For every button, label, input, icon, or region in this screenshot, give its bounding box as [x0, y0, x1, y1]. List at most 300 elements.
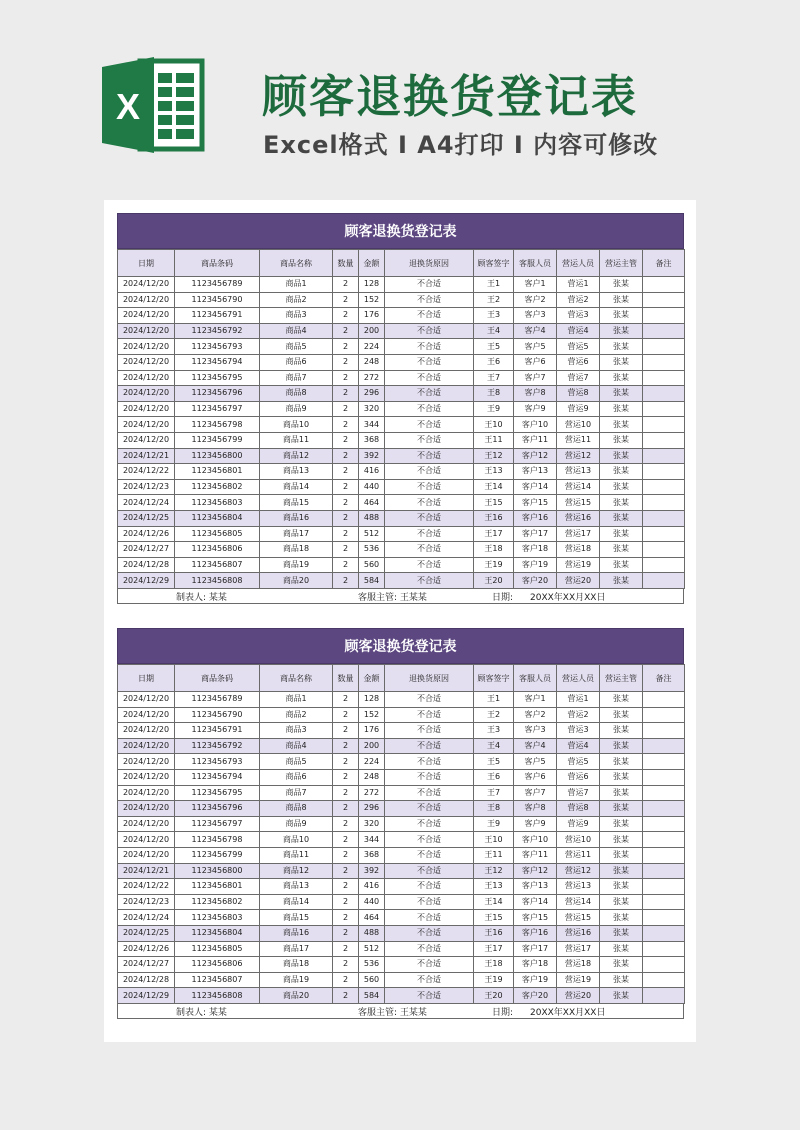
- date-label: 日期:: [492, 1007, 514, 1018]
- table-cell: 2024/12/20: [118, 292, 175, 308]
- supervisor-label: 客服主管: 王某某: [358, 1007, 427, 1018]
- table-cell: 488: [359, 510, 385, 526]
- table-cell: [643, 526, 685, 542]
- table-cell: [643, 925, 685, 941]
- table-cell: [643, 495, 685, 511]
- table-cell: 商品20: [260, 988, 333, 1004]
- table-cell: 2: [333, 847, 359, 863]
- table-cell: 2024/12/20: [118, 354, 175, 370]
- table-cell: 2024/12/20: [118, 401, 175, 417]
- table-cell: 客户9: [514, 401, 557, 417]
- table-cell: 客户8: [514, 386, 557, 402]
- table-row: [118, 988, 685, 1004]
- table-cell: 商品9: [260, 401, 333, 417]
- table-cell: 营运18: [557, 542, 600, 558]
- table-cell: [643, 277, 685, 293]
- table-cell: 176: [359, 723, 385, 739]
- table-cell: 1123456803: [175, 910, 260, 926]
- table-cell: 营运16: [557, 925, 600, 941]
- table-cell: 张某: [600, 925, 643, 941]
- table-cell: 营运6: [557, 769, 600, 785]
- table-cell: 商品14: [260, 894, 333, 910]
- table-cell: 营运12: [557, 448, 600, 464]
- table-cell: 王13: [474, 464, 514, 480]
- table-cell: 客户9: [514, 816, 557, 832]
- table-cell: 营运10: [557, 417, 600, 433]
- table-cell: 商品4: [260, 738, 333, 754]
- table-cell: 商品15: [260, 910, 333, 926]
- table-cell: 王2: [474, 707, 514, 723]
- table-cell: 不合适: [385, 910, 474, 926]
- table-cell: 2: [333, 988, 359, 1004]
- table-cell: [643, 479, 685, 495]
- table-cell: 2024/12/20: [118, 432, 175, 448]
- table-cell: 不合适: [385, 894, 474, 910]
- table-cell: 不合适: [385, 448, 474, 464]
- table-cell: 1123456791: [175, 308, 260, 324]
- table-cell: 营运15: [557, 495, 600, 511]
- table-cell: 2: [333, 448, 359, 464]
- table-cell: 200: [359, 323, 385, 339]
- table-cell: 客户12: [514, 863, 557, 879]
- table-cell: 商品19: [260, 972, 333, 988]
- table-cell: 张某: [600, 464, 643, 480]
- table-cell: 不合适: [385, 957, 474, 973]
- column-header: 备注: [643, 665, 685, 692]
- table-cell: 营运20: [557, 573, 600, 589]
- table-cell: 营运19: [557, 972, 600, 988]
- maker-label: 制表人: 某某: [176, 592, 227, 603]
- table-cell: [643, 401, 685, 417]
- table-cell: 2024/12/20: [118, 723, 175, 739]
- table-cell: 商品2: [260, 707, 333, 723]
- table-cell: 1123456798: [175, 417, 260, 433]
- table-cell: 200: [359, 738, 385, 754]
- table-cell: [643, 292, 685, 308]
- table-cell: [643, 769, 685, 785]
- column-header: 营运人员: [557, 250, 600, 277]
- table-cell: 营运1: [557, 692, 600, 708]
- table-cell: 客户18: [514, 542, 557, 558]
- table-cell: 商品8: [260, 386, 333, 402]
- table-cell: 商品2: [260, 292, 333, 308]
- table-cell: 客户1: [514, 277, 557, 293]
- table-cell: 客户20: [514, 573, 557, 589]
- table-cell: 商品5: [260, 754, 333, 770]
- table-cell: 张某: [600, 370, 643, 386]
- table-cell: 1123456796: [175, 386, 260, 402]
- page-subtitle: Excel格式 I A4打印 I 内容可修改: [263, 131, 659, 159]
- table-cell: 张某: [600, 292, 643, 308]
- table-cell: 客户1: [514, 692, 557, 708]
- table-cell: 1123456794: [175, 354, 260, 370]
- table-row: [118, 495, 685, 511]
- table-row: [118, 542, 685, 558]
- table-cell: 2: [333, 557, 359, 573]
- table-cell: 客户3: [514, 308, 557, 324]
- table-cell: 张某: [600, 573, 643, 589]
- table-row: [118, 832, 685, 848]
- table-cell: 2: [333, 495, 359, 511]
- table-cell: 客户8: [514, 801, 557, 817]
- column-header: 退换货原因: [385, 250, 474, 277]
- table-cell: 不合适: [385, 988, 474, 1004]
- table-cell: 2: [333, 910, 359, 926]
- table-cell: 2: [333, 957, 359, 973]
- table-cell: 营运11: [557, 847, 600, 863]
- table-cell: 1123456792: [175, 738, 260, 754]
- table-cell: 客户19: [514, 972, 557, 988]
- table-cell: 商品6: [260, 769, 333, 785]
- table-cell: 张某: [600, 738, 643, 754]
- table-cell: 商品3: [260, 723, 333, 739]
- table-cell: 王9: [474, 401, 514, 417]
- table-cell: 1123456789: [175, 277, 260, 293]
- table-cell: 客户4: [514, 323, 557, 339]
- table-cell: 营运19: [557, 557, 600, 573]
- table-cell: 客户11: [514, 432, 557, 448]
- table-cell: 2: [333, 879, 359, 895]
- table-cell: 2024/12/24: [118, 495, 175, 511]
- table-cell: 176: [359, 308, 385, 324]
- table-cell: 张某: [600, 816, 643, 832]
- table-cell: 2: [333, 308, 359, 324]
- table-cell: 王20: [474, 988, 514, 1004]
- table-cell: 1123456801: [175, 879, 260, 895]
- column-header: 顾客签字: [474, 665, 514, 692]
- table-cell: 不合适: [385, 557, 474, 573]
- table-cell: 1123456804: [175, 925, 260, 941]
- table-cell: 客户12: [514, 448, 557, 464]
- table-cell: 1123456802: [175, 479, 260, 495]
- column-header: 退换货原因: [385, 665, 474, 692]
- table-cell: 商品16: [260, 510, 333, 526]
- table-cell: 商品13: [260, 464, 333, 480]
- table-cell: 416: [359, 464, 385, 480]
- table-cell: 1123456799: [175, 847, 260, 863]
- excel-logo-icon: [102, 57, 206, 153]
- table-cell: 1123456793: [175, 339, 260, 355]
- table-cell: 1123456798: [175, 832, 260, 848]
- table-cell: 2024/12/20: [118, 847, 175, 863]
- table-cell: 512: [359, 941, 385, 957]
- table-cell: 344: [359, 417, 385, 433]
- table-cell: [643, 801, 685, 817]
- table-cell: 营运4: [557, 323, 600, 339]
- table-cell: 2: [333, 354, 359, 370]
- table-cell: 2024/12/20: [118, 308, 175, 324]
- table-cell: 王1: [474, 277, 514, 293]
- table-cell: 2024/12/27: [118, 542, 175, 558]
- table-cell: 2: [333, 925, 359, 941]
- table-cell: 不合适: [385, 417, 474, 433]
- table-cell: 商品18: [260, 957, 333, 973]
- table-cell: [643, 785, 685, 801]
- table-row: [118, 972, 685, 988]
- table-cell: 客户5: [514, 339, 557, 355]
- table-cell: 不合适: [385, 879, 474, 895]
- table-cell: [643, 847, 685, 863]
- table-cell: [643, 863, 685, 879]
- table-cell: 张某: [600, 495, 643, 511]
- table-cell: 营运4: [557, 738, 600, 754]
- table-row: [118, 510, 685, 526]
- table-cell: [643, 432, 685, 448]
- table-cell: 商品16: [260, 925, 333, 941]
- table-cell: 王10: [474, 417, 514, 433]
- table-cell: 152: [359, 292, 385, 308]
- table-cell: 张某: [600, 847, 643, 863]
- table-cell: 不合适: [385, 863, 474, 879]
- table-cell: 不合适: [385, 464, 474, 480]
- header-row: [118, 250, 685, 277]
- table-cell: [643, 816, 685, 832]
- table-cell: [643, 448, 685, 464]
- table-cell: 张某: [600, 769, 643, 785]
- table-cell: 商品14: [260, 479, 333, 495]
- table-cell: 2024/12/20: [118, 707, 175, 723]
- table-cell: 2: [333, 801, 359, 817]
- table-cell: 不合适: [385, 323, 474, 339]
- table-cell: 1123456797: [175, 401, 260, 417]
- table-cell: 272: [359, 785, 385, 801]
- table-cell: 248: [359, 769, 385, 785]
- column-header: 备注: [643, 250, 685, 277]
- table-cell: 商品13: [260, 879, 333, 895]
- table-cell: 1123456797: [175, 816, 260, 832]
- table-cell: 张某: [600, 308, 643, 324]
- table-cell: 不合适: [385, 510, 474, 526]
- register-table-2: [117, 628, 684, 1019]
- table-title: 顾客退换货登记表: [117, 213, 684, 249]
- table-row: [118, 801, 685, 817]
- table-cell: 营运9: [557, 816, 600, 832]
- table-cell: 2: [333, 401, 359, 417]
- table-cell: 王11: [474, 432, 514, 448]
- table-cell: [643, 692, 685, 708]
- table-cell: 客户17: [514, 941, 557, 957]
- table-cell: 2024/12/21: [118, 863, 175, 879]
- table-row: [118, 370, 685, 386]
- table-row: [118, 479, 685, 495]
- table-cell: 368: [359, 432, 385, 448]
- table-cell: 不合适: [385, 801, 474, 817]
- table-cell: 2024/12/25: [118, 925, 175, 941]
- column-header: 客服人员: [514, 250, 557, 277]
- table-cell: 王12: [474, 863, 514, 879]
- table-cell: 商品12: [260, 863, 333, 879]
- table-cell: 不合适: [385, 832, 474, 848]
- table-cell: 营运9: [557, 401, 600, 417]
- table-cell: 张某: [600, 323, 643, 339]
- table-cell: 王18: [474, 957, 514, 973]
- table-cell: 2: [333, 863, 359, 879]
- table-cell: 营运5: [557, 339, 600, 355]
- table-cell: 272: [359, 370, 385, 386]
- table-cell: 1123456790: [175, 292, 260, 308]
- table-cell: [643, 308, 685, 324]
- table-cell: 不合适: [385, 816, 474, 832]
- table-cell: 2024/12/20: [118, 417, 175, 433]
- table-cell: 不合适: [385, 526, 474, 542]
- table-cell: [643, 354, 685, 370]
- column-header: 数量: [333, 250, 359, 277]
- table-row: [118, 339, 685, 355]
- table-cell: 2024/12/28: [118, 557, 175, 573]
- table-cell: 商品10: [260, 832, 333, 848]
- table-cell: 2: [333, 816, 359, 832]
- table-cell: 2: [333, 707, 359, 723]
- table-cell: 不合适: [385, 386, 474, 402]
- table-cell: 1123456801: [175, 464, 260, 480]
- table-cell: 客户15: [514, 910, 557, 926]
- table-row: [118, 573, 685, 589]
- table-cell: [643, 370, 685, 386]
- table-cell: 营运7: [557, 785, 600, 801]
- table-cell: [643, 323, 685, 339]
- table-cell: 2: [333, 894, 359, 910]
- table-cell: 560: [359, 557, 385, 573]
- table-cell: 张某: [600, 863, 643, 879]
- table-cell: 464: [359, 495, 385, 511]
- table-cell: 客户6: [514, 354, 557, 370]
- table-cell: 不合适: [385, 542, 474, 558]
- table-cell: 王15: [474, 495, 514, 511]
- supervisor-label: 客服主管: 王某某: [358, 592, 427, 603]
- table-cell: 1123456793: [175, 754, 260, 770]
- table-row: [118, 354, 685, 370]
- table-cell: 王3: [474, 308, 514, 324]
- column-header: 商品条码: [175, 665, 260, 692]
- table-cell: 1123456800: [175, 448, 260, 464]
- table-cell: 不合适: [385, 432, 474, 448]
- table-cell: 1123456796: [175, 801, 260, 817]
- table-cell: 王6: [474, 769, 514, 785]
- table-cell: 王15: [474, 910, 514, 926]
- table-cell: 1123456795: [175, 370, 260, 386]
- column-header: 日期: [118, 665, 175, 692]
- column-header: 商品名称: [260, 250, 333, 277]
- table-cell: 王19: [474, 972, 514, 988]
- table-cell: 1123456794: [175, 769, 260, 785]
- table-cell: 440: [359, 894, 385, 910]
- table-cell: 客户16: [514, 510, 557, 526]
- table-cell: 128: [359, 692, 385, 708]
- table-cell: 营运13: [557, 879, 600, 895]
- table-cell: 2: [333, 432, 359, 448]
- table-cell: 营运13: [557, 464, 600, 480]
- table-cell: 客户2: [514, 707, 557, 723]
- table-cell: 王16: [474, 510, 514, 526]
- table-row: [118, 894, 685, 910]
- table-cell: 张某: [600, 785, 643, 801]
- date-label: 日期:: [492, 592, 514, 603]
- table-cell: 营运8: [557, 386, 600, 402]
- table-cell: [643, 557, 685, 573]
- table-cell: 张某: [600, 401, 643, 417]
- table-cell: 2024/12/22: [118, 879, 175, 895]
- table-cell: 王14: [474, 479, 514, 495]
- table-cell: 王17: [474, 941, 514, 957]
- table-cell: 2: [333, 769, 359, 785]
- table-cell: 客户2: [514, 292, 557, 308]
- table-row: [118, 957, 685, 973]
- table-cell: 商品17: [260, 526, 333, 542]
- table-cell: 不合适: [385, 692, 474, 708]
- table-cell: 王20: [474, 573, 514, 589]
- table-cell: 客户13: [514, 879, 557, 895]
- table-cell: 2024/12/26: [118, 941, 175, 957]
- table-cell: 2024/12/28: [118, 972, 175, 988]
- table-row: [118, 910, 685, 926]
- table-cell: 248: [359, 354, 385, 370]
- table-cell: 张某: [600, 277, 643, 293]
- table-row: [118, 386, 685, 402]
- table-cell: [643, 832, 685, 848]
- table-row: [118, 432, 685, 448]
- table-cell: 2024/12/20: [118, 785, 175, 801]
- table-cell: 营运3: [557, 723, 600, 739]
- table-cell: 1123456806: [175, 957, 260, 973]
- table-cell: 不合适: [385, 495, 474, 511]
- table-cell: 王17: [474, 526, 514, 542]
- table-row: [118, 738, 685, 754]
- table-cell: 不合适: [385, 738, 474, 754]
- table-cell: 客户6: [514, 769, 557, 785]
- table-cell: 王12: [474, 448, 514, 464]
- table-cell: 1123456807: [175, 557, 260, 573]
- table-cell: 张某: [600, 754, 643, 770]
- table-cell: 2024/12/20: [118, 832, 175, 848]
- table-cell: 张某: [600, 894, 643, 910]
- table-cell: 商品1: [260, 692, 333, 708]
- table-cell: 2024/12/29: [118, 988, 175, 1004]
- table-cell: [643, 386, 685, 402]
- table-cell: 2: [333, 526, 359, 542]
- table-cell: 客户20: [514, 988, 557, 1004]
- table-cell: 张某: [600, 448, 643, 464]
- table-cell: 营运2: [557, 707, 600, 723]
- table-cell: 464: [359, 910, 385, 926]
- table-cell: 王7: [474, 785, 514, 801]
- table-cell: 营运5: [557, 754, 600, 770]
- table-cell: 商品10: [260, 417, 333, 433]
- table-row: [118, 308, 685, 324]
- column-header: 客服人员: [514, 665, 557, 692]
- table-cell: 1123456792: [175, 323, 260, 339]
- table-cell: 2: [333, 972, 359, 988]
- table-cell: 2024/12/20: [118, 816, 175, 832]
- table-cell: 客户3: [514, 723, 557, 739]
- register-grid: [117, 664, 685, 1004]
- table-cell: 1123456803: [175, 495, 260, 511]
- table-cell: 不合适: [385, 847, 474, 863]
- table-cell: 1123456790: [175, 707, 260, 723]
- table-row: [118, 707, 685, 723]
- table-cell: [643, 941, 685, 957]
- table-cell: 560: [359, 972, 385, 988]
- table-cell: 不合适: [385, 401, 474, 417]
- table-cell: 1123456789: [175, 692, 260, 708]
- table-cell: 商品12: [260, 448, 333, 464]
- table-cell: 2024/12/20: [118, 769, 175, 785]
- table-cell: 王7: [474, 370, 514, 386]
- table-cell: 商品7: [260, 370, 333, 386]
- table-row: [118, 785, 685, 801]
- table-cell: [643, 464, 685, 480]
- table-cell: 张某: [600, 832, 643, 848]
- table-cell: 不合适: [385, 972, 474, 988]
